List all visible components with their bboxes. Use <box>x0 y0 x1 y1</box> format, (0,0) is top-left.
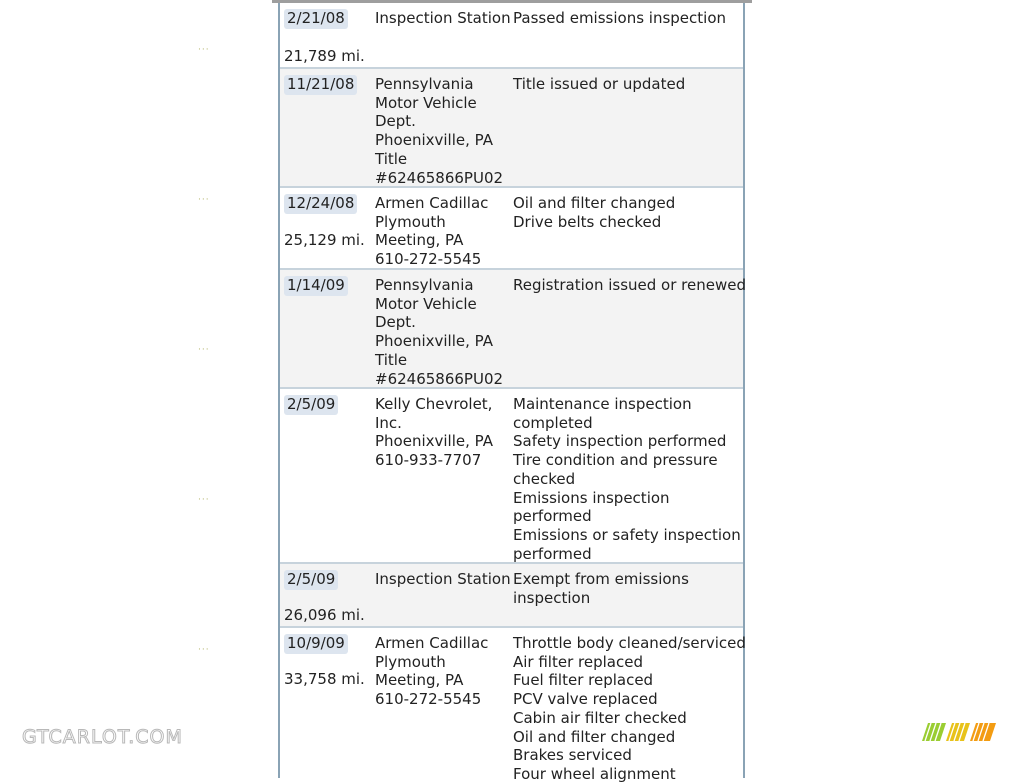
record-mileage: 25,129 mi. <box>284 231 365 249</box>
gtcarlot-watermark-text: GTCARLOT.COM <box>22 726 183 748</box>
table-row <box>280 564 743 628</box>
record-comments: Registration issued or renewed <box>513 276 746 294</box>
record-source: Pennsylvania Motor Vehicle Dept. Phoenixville, PA Title #62465866PU02 <box>375 75 504 187</box>
record-date: 2/5/09 <box>284 395 338 415</box>
record-source: Armen Cadillac Plymouth Meeting, PA 610-272-5545 <box>375 634 489 709</box>
record-mileage: 33,758 mi. <box>284 670 365 688</box>
record-source: Inspection Station <box>375 570 511 588</box>
record-source: Kelly Chevrolet, Inc. Phoenixville, PA 610-933-7707 <box>375 395 494 470</box>
record-mileage: 21,789 mi. <box>284 47 365 65</box>
ellipsis-marker: ··· <box>198 645 210 655</box>
ellipsis-marker: ··· <box>198 495 210 505</box>
table-row <box>280 188 743 270</box>
table-row <box>280 270 746 389</box>
record-date: 11/21/08 <box>284 75 357 95</box>
record-date: 12/24/08 <box>284 194 357 214</box>
record-comments: Exempt from emissions inspection <box>513 570 689 607</box>
table-row <box>280 3 743 69</box>
ellipsis-marker: ··· <box>198 195 210 205</box>
record-date: 1/14/09 <box>284 276 348 296</box>
record-source: Armen Cadillac Plymouth Meeting, PA 610-272-5545 <box>375 194 489 269</box>
record-comments: Passed emissions inspection <box>513 9 727 27</box>
ellipsis-marker: ··· <box>198 45 210 55</box>
record-comments: Maintenance inspection completed Safety inspection performed Tire condition and pressure checked Emissions inspection performed Emissions or safety inspection performed <box>513 395 741 563</box>
record-date: 2/5/09 <box>284 570 338 590</box>
logo-stripes-yellow <box>946 723 970 741</box>
record-comments: Oil and filter changed Drive belts checked <box>513 194 676 231</box>
record-comments: Title issued or updated <box>513 75 686 93</box>
record-date: 2/21/08 <box>284 9 348 29</box>
logo-stripes-orange <box>970 723 996 741</box>
record-comments: Throttle body cleaned/serviced Air filter replaced Fuel filter replaced PCV valve replaced Cabin air filter checked Oil and filter changed Brakes serviced Four wheel alignment <box>513 634 746 783</box>
record-mileage: 26,096 mi. <box>284 606 365 624</box>
record-date: 10/9/09 <box>284 634 348 654</box>
table-row <box>280 389 743 564</box>
record-source: Pennsylvania Motor Vehicle Dept. Phoenixville, PA Title #62465866PU02 <box>375 276 504 388</box>
vehicle-history-table <box>278 3 746 783</box>
table-row <box>280 628 746 783</box>
table-row <box>280 69 743 188</box>
ellipsis-marker: ··· <box>198 345 210 355</box>
gtcarlot-logo-icon <box>920 721 998 743</box>
logo-stripes-green <box>922 723 946 741</box>
record-source: Inspection Station <box>375 9 511 27</box>
